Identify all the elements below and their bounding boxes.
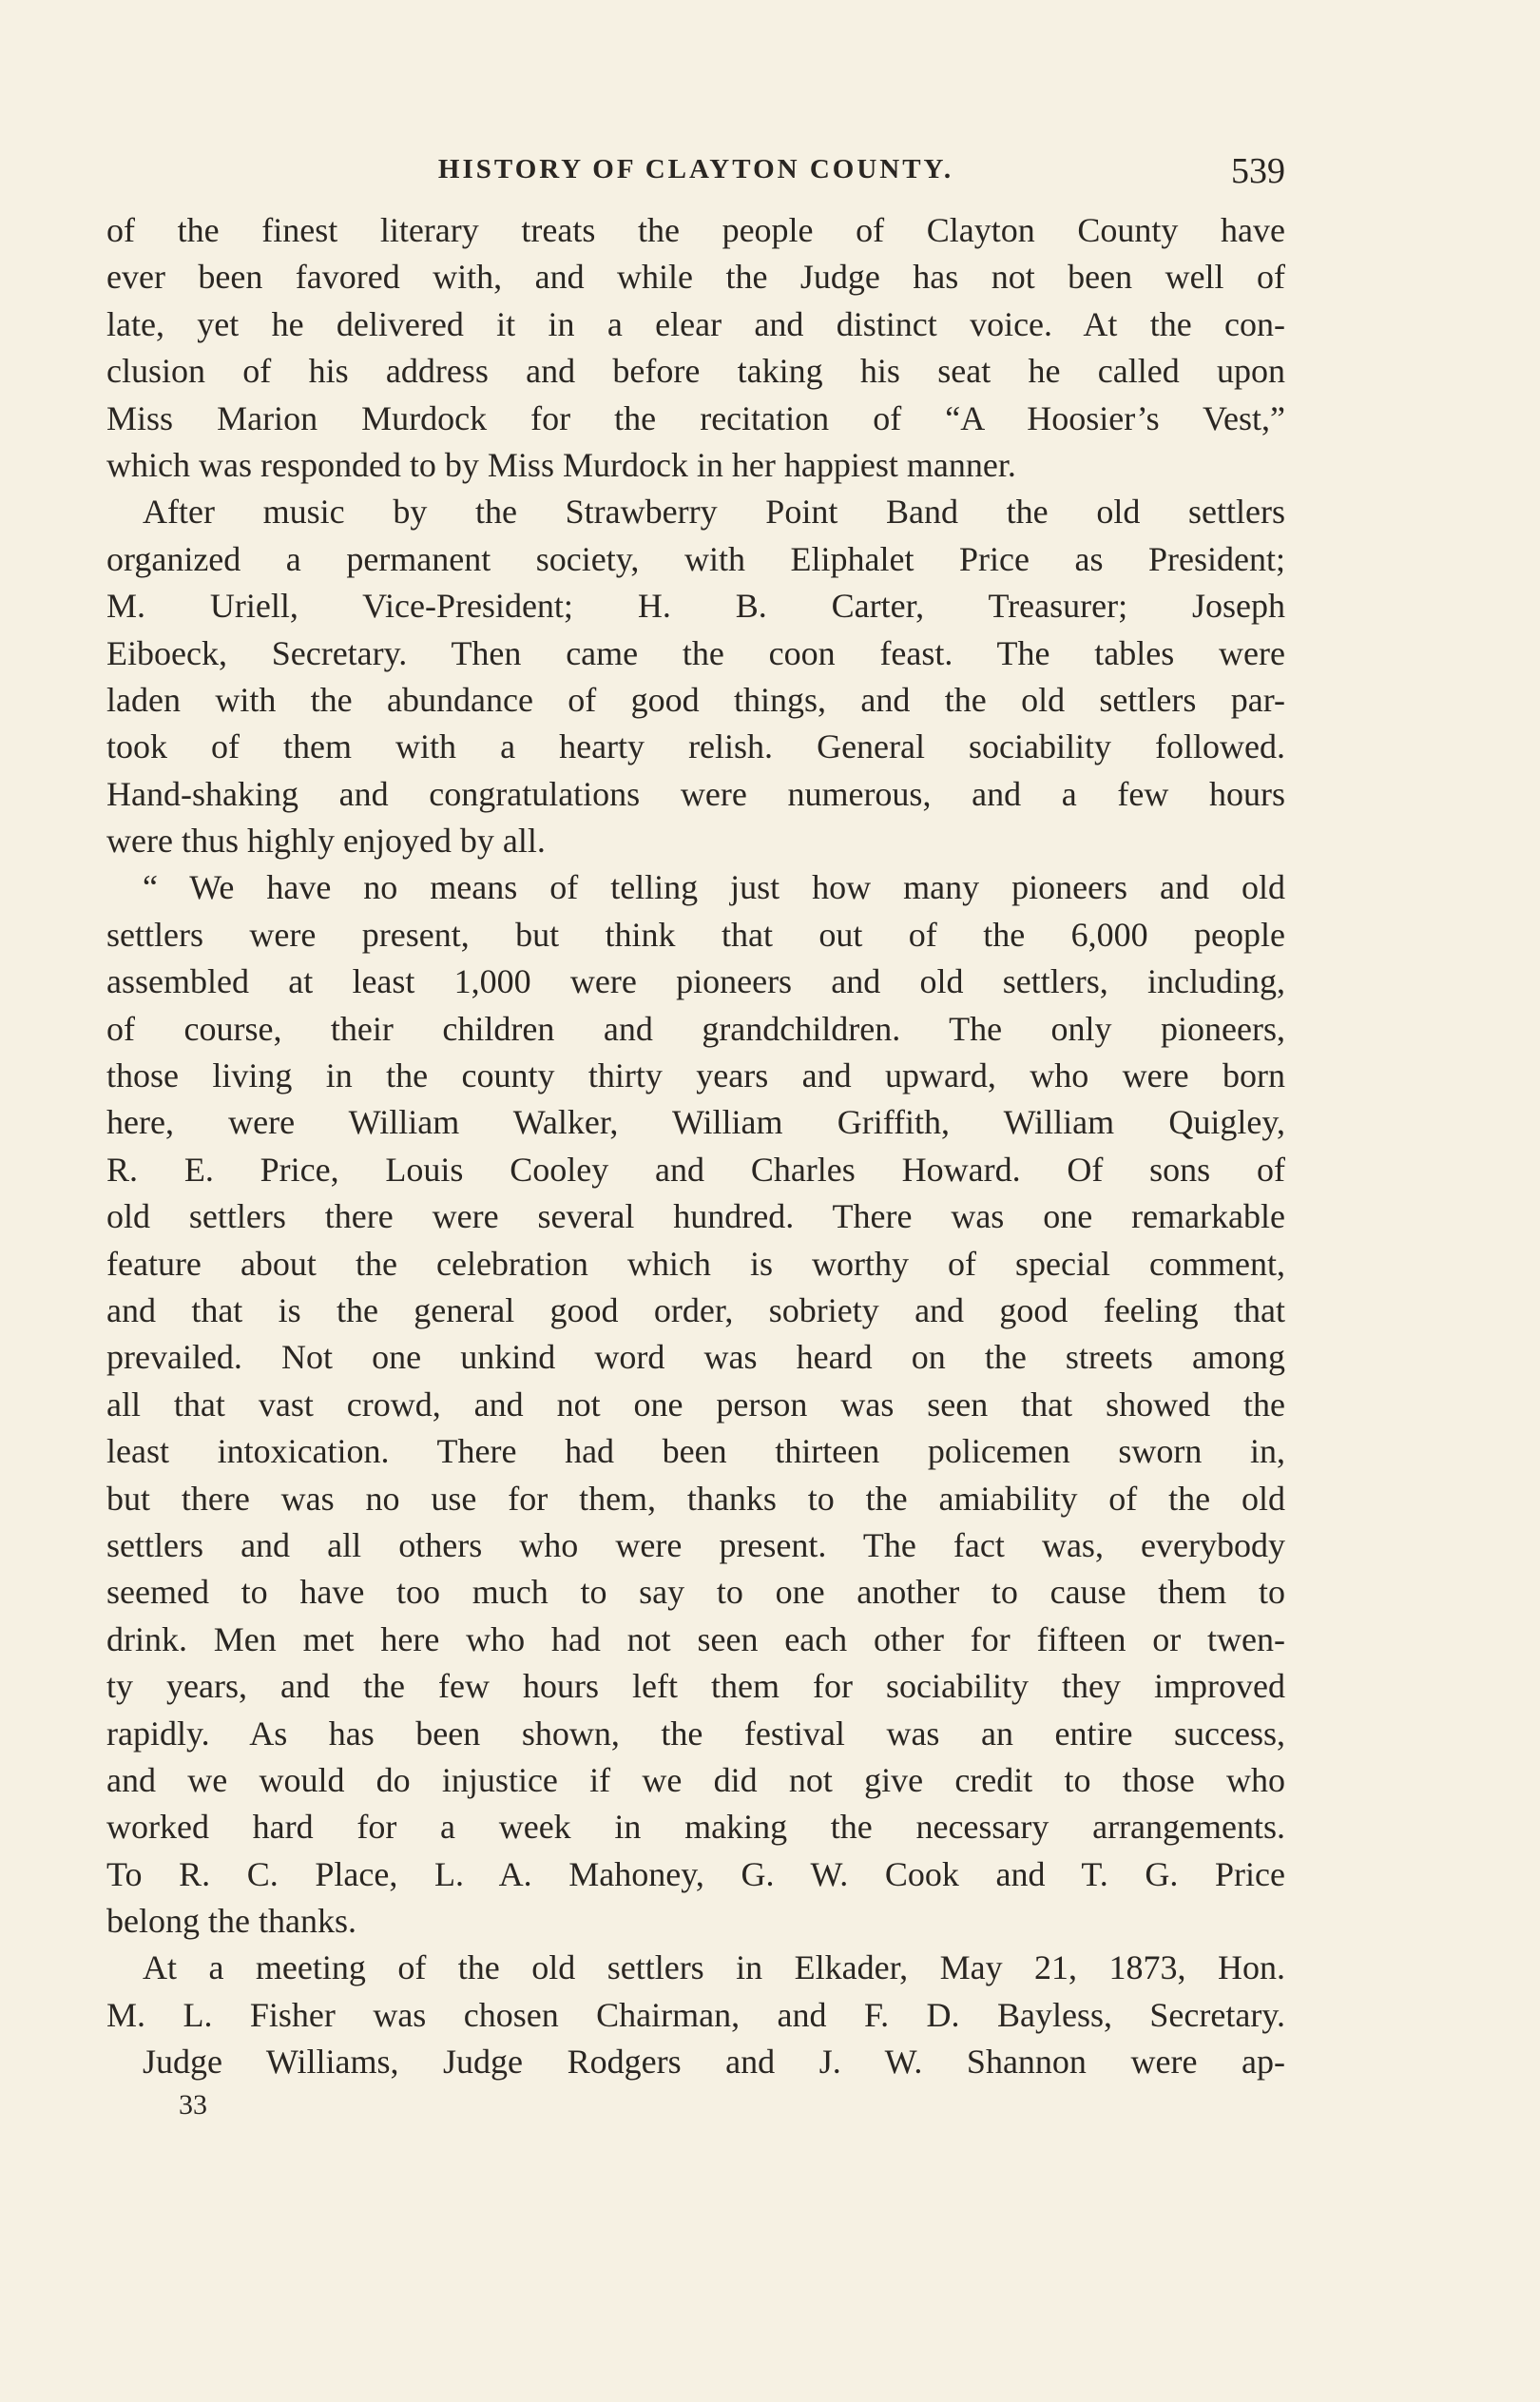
body-text [106, 207, 1285, 2124]
text-line: clusion of his address and before taking his seat he called upon [106, 352, 1285, 391]
text-line: but there was no use for them, thanks to the amiability of the old [106, 1479, 1285, 1518]
text-line: M. Uriell, Vice-President; H. B. Carter, Treasurer; Joseph [106, 587, 1285, 626]
text-line: were thus highly enjoyed by all. [106, 822, 546, 861]
text-line: To R. C. Place, L. A. Mahoney, G. W. Cook and T. G. Price [106, 1854, 1285, 1893]
text-line: belong the thanks. [106, 1902, 356, 1941]
text-line: M. L. Fisher was chosen Chairman, and F. D. Bayless, Secretary. [106, 1995, 1285, 2034]
text-line: and that is the general good order, sobriety and good feeling that [106, 1290, 1285, 1329]
text-line: of the finest literary treats the people of Clayton County have [106, 211, 1285, 249]
text-line: laden with the abundance of good things, and the old settlers par- [106, 680, 1285, 719]
text-line: old settlers there were several hundred. There was one remarkable [106, 1197, 1285, 1236]
text-line: ty years, and the few hours left them for sociability they improved [106, 1667, 1285, 1706]
signature-mark: 33 [179, 2088, 207, 2121]
text-line: rapidly. As has been shown, the festival was an entire success, [106, 1714, 1285, 1753]
text-line: late, yet he delivered it in a elear and distinct voice. At the con- [106, 304, 1285, 343]
text-line: took of them with a hearty relish. General sociability followed. [106, 727, 1285, 766]
text-line: those living in the county thirty years and upward, who were born [106, 1056, 1285, 1095]
text-line: organized a permanent society, with Eliphalet Price as President; [106, 539, 1285, 578]
text-line: ever been favored with, and while the Judge has not been well of [106, 258, 1285, 297]
text-line: Judge Williams, Judge Rodgers and J. W. Shannon were ap- [143, 2043, 1285, 2082]
page-number: 539 [1231, 151, 1285, 191]
text-line: feature about the celebration which is worthy of special comment, [106, 1244, 1285, 1283]
text-line: here, were William Walker, William Griffith, William Quigley, [106, 1103, 1285, 1142]
text-line: Miss Marion Murdock for the recitation of “A Hoosier’s Vest,” [106, 398, 1285, 437]
text-line: “ We have no means of telling just how many pioneers and old [143, 868, 1285, 907]
text-line: After music by the Strawberry Point Band the old settlers [143, 493, 1285, 532]
text-line: of course, their children and grandchildren. The only pioneers, [106, 1009, 1285, 1048]
text-line: At a meeting of the old settlers in Elkader, May 21, 1873, Hon. [143, 1948, 1285, 1987]
text-line: worked hard for a week in making the necessary arrangements. [106, 1808, 1285, 1847]
text-line: assembled at least 1,000 were pioneers and old settlers, including, [106, 962, 1285, 1001]
text-line: least intoxication. There had been thirteen policemen sworn in, [106, 1432, 1285, 1471]
text-line: settlers were present, but think that out of the 6,000 people [106, 915, 1285, 954]
text-line: Hand-shaking and congratulations were numerous, and a few hours [106, 774, 1285, 813]
text-line: Eiboeck, Secretary. Then came the coon feast. The tables were [106, 633, 1285, 672]
page-header [106, 151, 1285, 202]
text-line: prevailed. Not one unkind word was heard on the streets among [106, 1338, 1285, 1377]
text-line: and we would do injustice if we did not give credit to those who [106, 1760, 1285, 1799]
text-line: which was responded to by Miss Murdock in her happiest manner. [106, 445, 1016, 484]
text-line: seemed to have too much to say to one another to cause them to [106, 1573, 1285, 1612]
text-line: settlers and all others who were present. The fact was, everybody [106, 1525, 1285, 1564]
running-title: HISTORY OF CLAYTON COUNTY. [437, 154, 954, 184]
text-line: R. E. Price, Louis Cooley and Charles Howard. Of sons of [106, 1150, 1285, 1189]
text-line: drink. Men met here who had not seen each other for fifteen or twen- [106, 1619, 1285, 1658]
text-line: all that vast crowd, and not one person was seen that showed the [106, 1385, 1285, 1424]
